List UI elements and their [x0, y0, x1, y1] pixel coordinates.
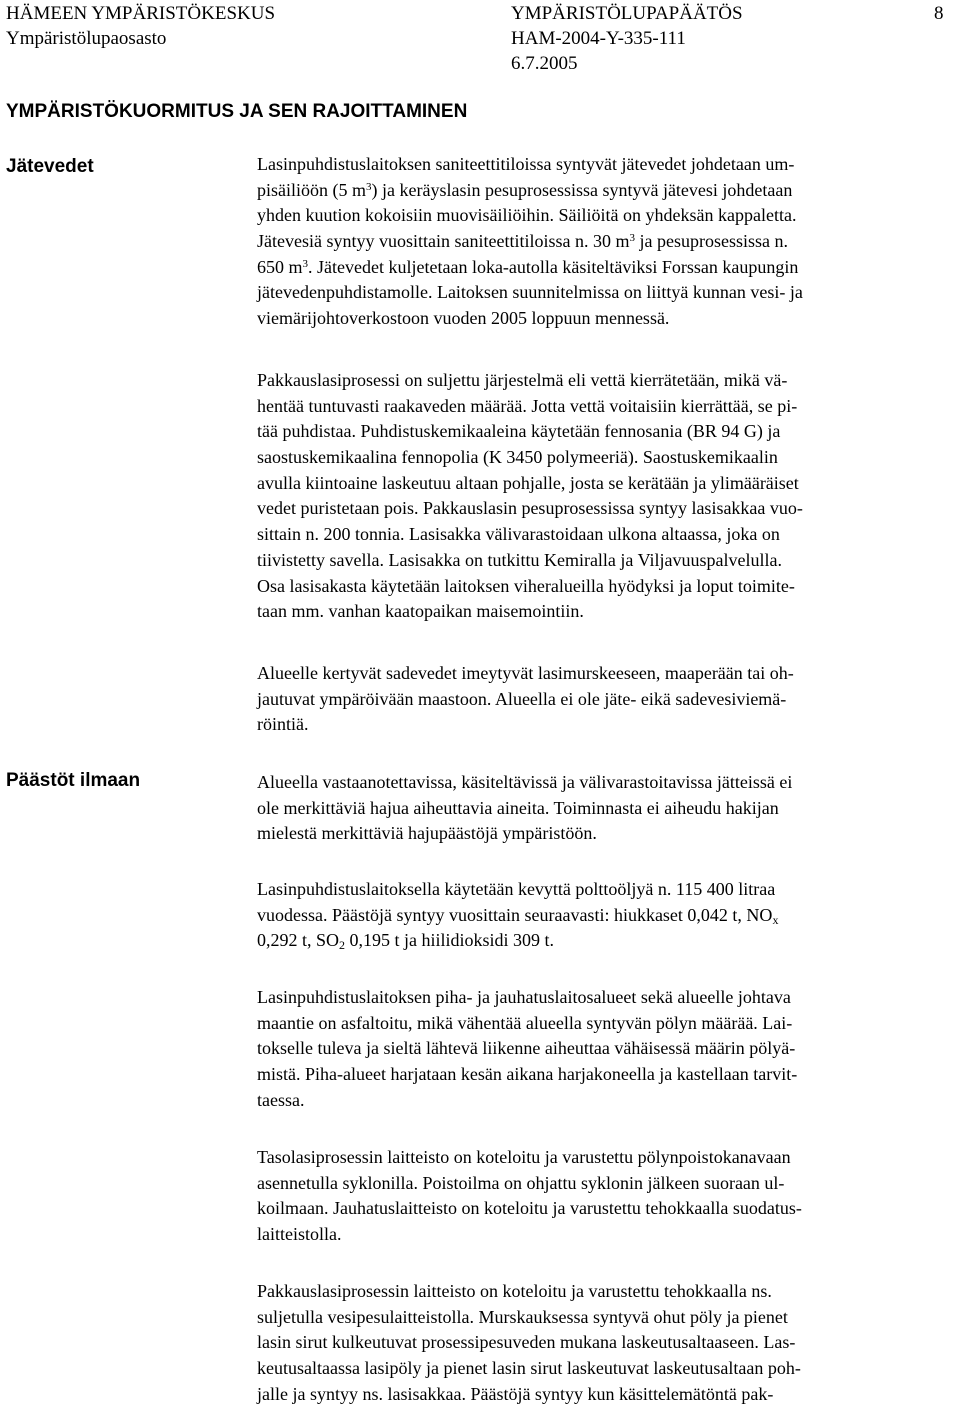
- text-run: Alueella vastaanotettavissa, käsiteltävissä ja välivarastoitavissa jätteissä ei: [257, 772, 793, 792]
- text-run: jalle ja syntyy ns. lasisakkaa. Päästöjä syntyy kun käsittelemätöntä pak-: [257, 1383, 774, 1404]
- text-line: [257, 928, 957, 954]
- text-line: [257, 152, 957, 178]
- text-run: vedet puristetaan pois. Pakkauslasin pesuprosessissa syntyy lasisakkaa vuo-: [257, 498, 803, 519]
- text-line: [257, 1011, 957, 1037]
- text-line: [257, 1088, 957, 1114]
- text-run: ja pesuprosessissa n.: [634, 231, 788, 252]
- paragraph: [257, 770, 957, 847]
- text-run: sittain n. 200 tonnia. Lasisakka välivarastoidaan ulkona altaassa, joka on: [257, 524, 780, 545]
- text-line: [257, 796, 957, 822]
- paragraph: [257, 368, 957, 625]
- paragraph: [257, 661, 957, 738]
- text-run: Jätevesiä syntyy vuosittain saniteettitiloissa n. 30 m: [257, 231, 630, 252]
- text-line: [257, 712, 957, 738]
- text-run: Lasinpuhdistuslaitoksella käytetään kevyttä polttoöljyä n. 115 400 litraa: [257, 879, 776, 899]
- paragraph: [257, 152, 957, 332]
- text-line: [257, 178, 957, 204]
- subscript: 2: [339, 938, 346, 953]
- text-line: [257, 496, 957, 522]
- text-line: [257, 821, 957, 847]
- text-run: . Jätevedet kuljetetaan loka-autolla käsiteltäviksi Forssan kaupungin: [308, 256, 799, 277]
- text-run: Osa lasisakasta käytetään laitoksen viheralueilla hyödyksi ja loput toimite-: [257, 575, 795, 596]
- text-run: 0,195 t ja hiilidioksidi 309 t.: [345, 930, 555, 951]
- text-line: [257, 203, 957, 229]
- text-line: [257, 599, 957, 625]
- text-line: [257, 368, 957, 394]
- text-run: hentää tuntuvasti raakaveden määrää. Jotta vettä voitaisiin kierrättää, se pi-: [257, 395, 798, 416]
- document-date: 6.7.2005: [511, 53, 578, 74]
- text-line: [257, 394, 957, 420]
- subscript: x: [772, 912, 779, 927]
- page-number: 8: [934, 3, 944, 24]
- text-run: maantie on asfaltoitu, mikä vähentää alueella syntyvän pölyn määrää. Lai-: [257, 1012, 793, 1033]
- text-run: pisäiliöön (5 m: [257, 179, 366, 200]
- text-line: [257, 770, 957, 796]
- superscript: 3: [629, 232, 635, 245]
- text-line: [257, 661, 957, 687]
- text-run: tokselle tuleva ja sieltä lähtevä liikenne aiheuttaa vähäisessä määrin pölyä-: [257, 1038, 796, 1059]
- text-line: [257, 574, 957, 600]
- text-run: taessa.: [257, 1089, 305, 1110]
- text-line: [257, 1145, 957, 1171]
- text-line: [257, 306, 957, 332]
- authority-name: HÄMEEN YMPÄRISTÖKESKUS: [6, 3, 276, 24]
- side-heading-paastot-ilmaan: Päästöt ilmaan: [6, 770, 141, 791]
- text-line: [257, 1196, 957, 1222]
- text-line: [257, 1330, 957, 1356]
- paragraph: [257, 1145, 957, 1248]
- text-line: [257, 255, 957, 281]
- text-run: 0,292 t, SO: [257, 930, 340, 951]
- text-run: mistä. Piha-alueet harjataan kesän aikana harjakoneella ja kastellaan tarvit-: [257, 1064, 798, 1085]
- text-run: suljetulla vesipesulaitteistolla. Murskauksessa syntyvä ohut pöly ja pienet: [257, 1306, 788, 1327]
- text-line: [257, 445, 957, 471]
- text-run: Lasinpuhdistuslaitoksen saniteettitiloissa syntyvät jätevedet johdetaan um-: [257, 154, 795, 174]
- text-run: ) ja keräyslasin pesuprosessissa syntyvä jätevesi johdetaan: [371, 179, 793, 200]
- text-run: vuodessa. Päästöjä syntyy vuosittain seuraavasti: hiukkaset 0,042 t, NO: [257, 904, 773, 925]
- text-run: laitteistolla.: [257, 1224, 342, 1245]
- text-line: [257, 1036, 957, 1062]
- text-run: mielestä merkittäviä hajupäästöjä ympäristöön.: [257, 823, 597, 844]
- text-run: Tasolasiprosessin laitteisto on koteloitu ja varustettu pölynpoistokanavaan: [257, 1147, 791, 1167]
- text-line: [257, 1062, 957, 1088]
- text-run: koilmaan. Jauhatuslaitteisto on koteloitu ja varustettu tehokkaalla suodatus-: [257, 1198, 802, 1219]
- text-run: Lasinpuhdistuslaitoksen piha- ja jauhatuslaitosalueet sekä alueelle johtava: [257, 987, 791, 1007]
- text-run: tää puhdistaa. Puhdistuskemikaaleina käytetään fennosania (BR 94 G) ja: [257, 421, 781, 442]
- text-run: saostuskemikaalina fennopolia (K 3450 polymeeriä). Saostuskemikaalin: [257, 447, 778, 468]
- text-line: [257, 1222, 957, 1248]
- text-run: jätevedenpuhdistamolle. Laitoksen suunnitelmissa on liittyä kunnan vesi- ja: [257, 282, 803, 303]
- superscript: 3: [366, 180, 372, 193]
- text-line: [257, 229, 957, 255]
- text-run: asennetulla syklonilla. Poistoilma on ohjattu syklonin jälkeen suoraan ul-: [257, 1172, 785, 1193]
- text-line: [257, 903, 957, 929]
- text-line: [257, 471, 957, 497]
- document-number: HAM-2004-Y-335-111: [511, 28, 686, 49]
- text-run: röintiä.: [257, 714, 309, 735]
- text-run: jautuvat ympäröivään maastoon. Alueella ei ole jäte- eikä sadevesiviemä-: [257, 688, 787, 709]
- text-run: lasin sirut kulkeutuvat prosessipesuveden mukana laskeutusaltaaseen. Las-: [257, 1332, 796, 1353]
- text-run: avulla kiintoaine laskeutuu altaan pohjalle, josta se kerätään ja ylimääräiset: [257, 472, 799, 493]
- text-run: keutusaltaassa lasipöly ja pienet lasin sirut laskeutuvat laskeutusaltaan poh-: [257, 1358, 801, 1379]
- text-line: [257, 419, 957, 445]
- text-run: Pakkauslasiprosessi on suljettu järjestelmä eli vettä kierrätetään, mikä vä-: [257, 370, 788, 390]
- paragraph: [257, 985, 957, 1113]
- department-name: Ympäristölupaosasto: [6, 28, 167, 49]
- text-line: [257, 1305, 957, 1331]
- text-run: Pakkauslasiprosessin laitteisto on koteloitu ja varustettu tehokkaalla ns.: [257, 1281, 772, 1301]
- superscript: 3: [302, 257, 309, 270]
- text-run: yhden kuution kokoisiin muovisäiliöihin. Säiliöitä on yhdeksän kappaletta.: [257, 205, 797, 226]
- side-heading-jatevedet: Jätevedet: [6, 156, 94, 177]
- text-run: taan mm. vanhan kaatopaikan maisemointiin.: [257, 601, 584, 622]
- text-line: [257, 687, 957, 713]
- text-line: [257, 985, 957, 1011]
- text-run: Alueelle kertyvät sadevedet imeytyvät lasimurskeeseen, maaperään tai oh-: [257, 663, 794, 683]
- text-line: [257, 280, 957, 306]
- text-line: [257, 522, 957, 548]
- text-line: [257, 1279, 957, 1305]
- text-line: [257, 548, 957, 574]
- text-line: [257, 1356, 957, 1382]
- text-run: 650 m: [257, 256, 303, 277]
- text-run: tiivistetty savella. Lasisakka on tutkittu Kemiralla ja Viljavuuspalvelulla.: [257, 549, 782, 570]
- document-type: YMPÄRISTÖLUPAPÄÄTÖS: [511, 3, 743, 24]
- paragraph: [257, 1279, 957, 1407]
- section-title: YMPÄRISTÖKUORMITUS JA SEN RAJOITTAMINEN: [6, 101, 468, 122]
- paragraph: [257, 877, 957, 954]
- text-run: ole merkittäviä hajua aiheuttavia aineita. Toiminnasta ei aiheudu hakijan: [257, 797, 779, 818]
- text-line: [257, 1382, 957, 1408]
- text-run: viemärijohtoverkostoon vuoden 2005 loppuun mennessä.: [257, 308, 670, 329]
- text-line: [257, 1171, 957, 1197]
- text-line: [257, 877, 957, 903]
